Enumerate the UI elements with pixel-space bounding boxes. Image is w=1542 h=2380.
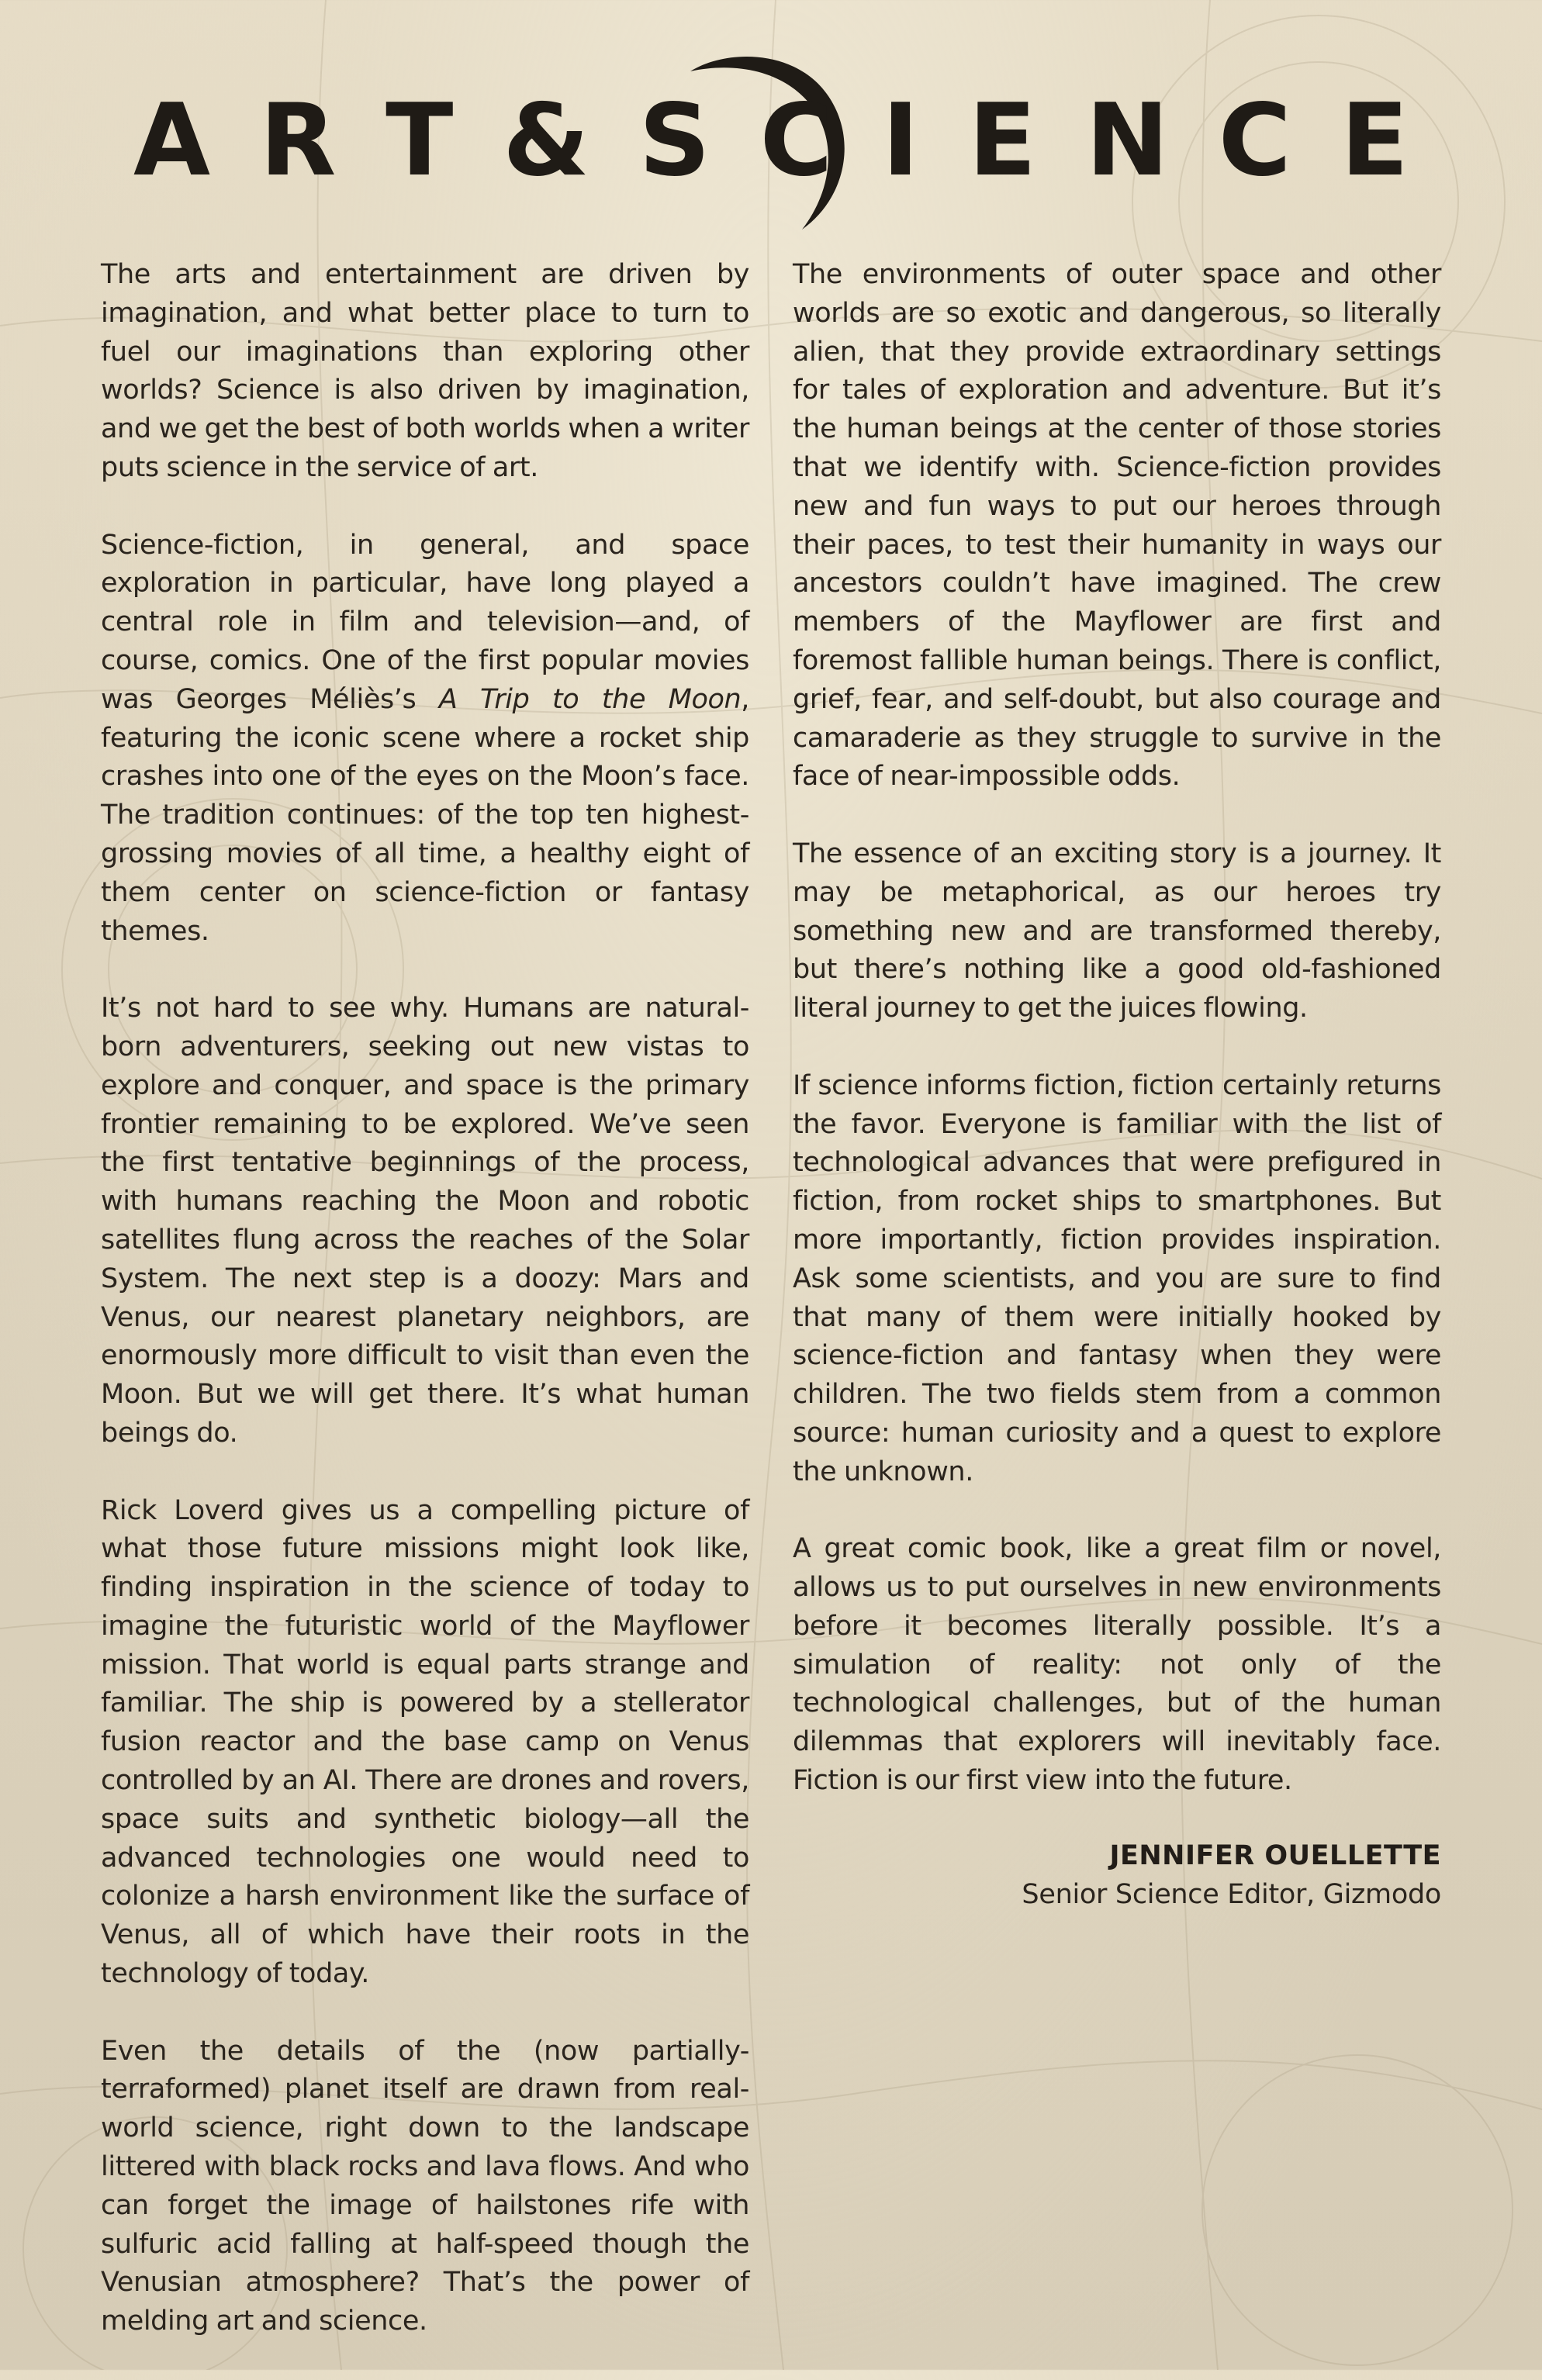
title-letter: S <box>638 83 710 199</box>
paragraph: If science informs fiction, fiction certainly returns the favor. Everyone is familiar with the list of technological advances that were prefigured in fiction, from rocket ships to smartphones. But more importantly, fiction provides inspiration. Ask some scientists, and you are sure to find that many of them were initially hooked by science-fiction and fantasy when they were children. The two fields stem from a common source: human curiosity and a quest to explore the unknown. <box>793 1069 1441 1487</box>
title-letter: E <box>968 83 1037 199</box>
header <box>0 47 1542 248</box>
title-letter: E <box>1340 83 1409 199</box>
paragraph: Rick Loverd gives us a compelling picture of what those future missions might look like, finding inspiration in the science of today to imagine the futuristic world of the Mayflower mission. That world is equal parts strange and familiar. The ship is powered by a stellerator fusion reactor and the base camp on Venus controlled by an AI. There are drones and rovers, space suits and synthetic biology—all the advanced technologies one would need to colonize a harsh environment like the surface of Venus, all of which have their roots in the technology of today. <box>101 1494 749 1990</box>
paragraph: The essence of an exciting story is a journey. It may be metaphorical, as our heroes try something new and are transformed thereby, but there’s nothing like a good old-fashioned literal journey to get the juices flowing. <box>793 838 1441 1024</box>
author-role: Senior Science Editor, Gizmodo <box>1022 1878 1441 1910</box>
title-letter: R <box>259 83 337 199</box>
left-column <box>101 256 749 2380</box>
title-letter: I <box>882 83 919 199</box>
title-letter: C <box>1218 83 1291 199</box>
right-column <box>793 256 1441 1914</box>
title-letter: & <box>503 83 589 199</box>
paragraph: Science-fiction, in general, and space exploration in particular, have long played a central role in film and television—and, of course, comics. One of the first popular movies was Georges Méliès’s A Trip to the Moon, featuring the iconic scene where a rocket ship crashes into one of the eyes on the Moon’s face. The tradition continues: of the top ten highest-grossing movies of all time, a healthy eight of them center on science-fiction or fantasy themes. <box>101 529 749 947</box>
author-signature <box>793 1836 1441 1914</box>
film-title: A Trip to the Moon <box>438 683 742 715</box>
author-name: JENNIFER OUELLETTE <box>1109 1839 1441 1871</box>
paragraph: The environments of outer space and other worlds are so exotic and dangerous, so literally alien, that they provide extraordinary settings for tales of exploration and adventure. But it’s the human beings at the center of those stories that we identify with. Science-fiction provides new and fun ways to put our heroes through their paces, to test their humanity in ways our ancestors couldn’t have imagined. The crew members of the Mayflower are first and foremost fallible human beings. There is conflict, grief, fear, and self-doubt, but also courage and camaraderie as they struggle to survive in the face of near-impossible odds. <box>793 259 1441 793</box>
paragraph: It’s not hard to see why. Humans are natural-born adventurers, seeking out new vistas to explore and conquer, and space is the primary frontier remaining to be explored. We’ve seen the first tentative beginnings of the process, with humans reaching the Moon and robotic satellites flung across the reaches of the Solar System. The next step is a doozy: Mars and Venus, our nearest planetary neighbors, are enormously more difficult to visit than even the Moon. But we will get there. It’s what human beings do. <box>101 993 749 1449</box>
title-letter: N <box>1085 83 1169 199</box>
title-letter: C <box>759 83 833 199</box>
title-letter: T <box>386 83 454 199</box>
page-title <box>133 83 1409 199</box>
paragraph: A great comic book, like a great film or novel, allows us to put ourselves in new environments before it becomes literally possible. It’s a simulation of reality: not only of the technological challenges, but of the human dilemmas that explorers will inevitably face. Fiction is our first view into the future. <box>793 1533 1441 1797</box>
paragraph: Even the details of the (now partially-terraformed) planet itself are drawn from real-world science, right down to the landscape littered with black rocks and lava flows. And who can forget the image of hailstones rife with sulfuric acid falling at half-speed though the Venusian atmosphere? That’s the power of melding art and science. <box>101 2035 749 2337</box>
title-letter: A <box>133 83 211 199</box>
paragraph: The arts and entertainment are driven by imagination, and what better place to turn to fuel our imaginations than exploring other worlds? Science is also driven by imagination, and we get the best of both worlds when a writer puts science in the service of art. <box>101 259 749 483</box>
